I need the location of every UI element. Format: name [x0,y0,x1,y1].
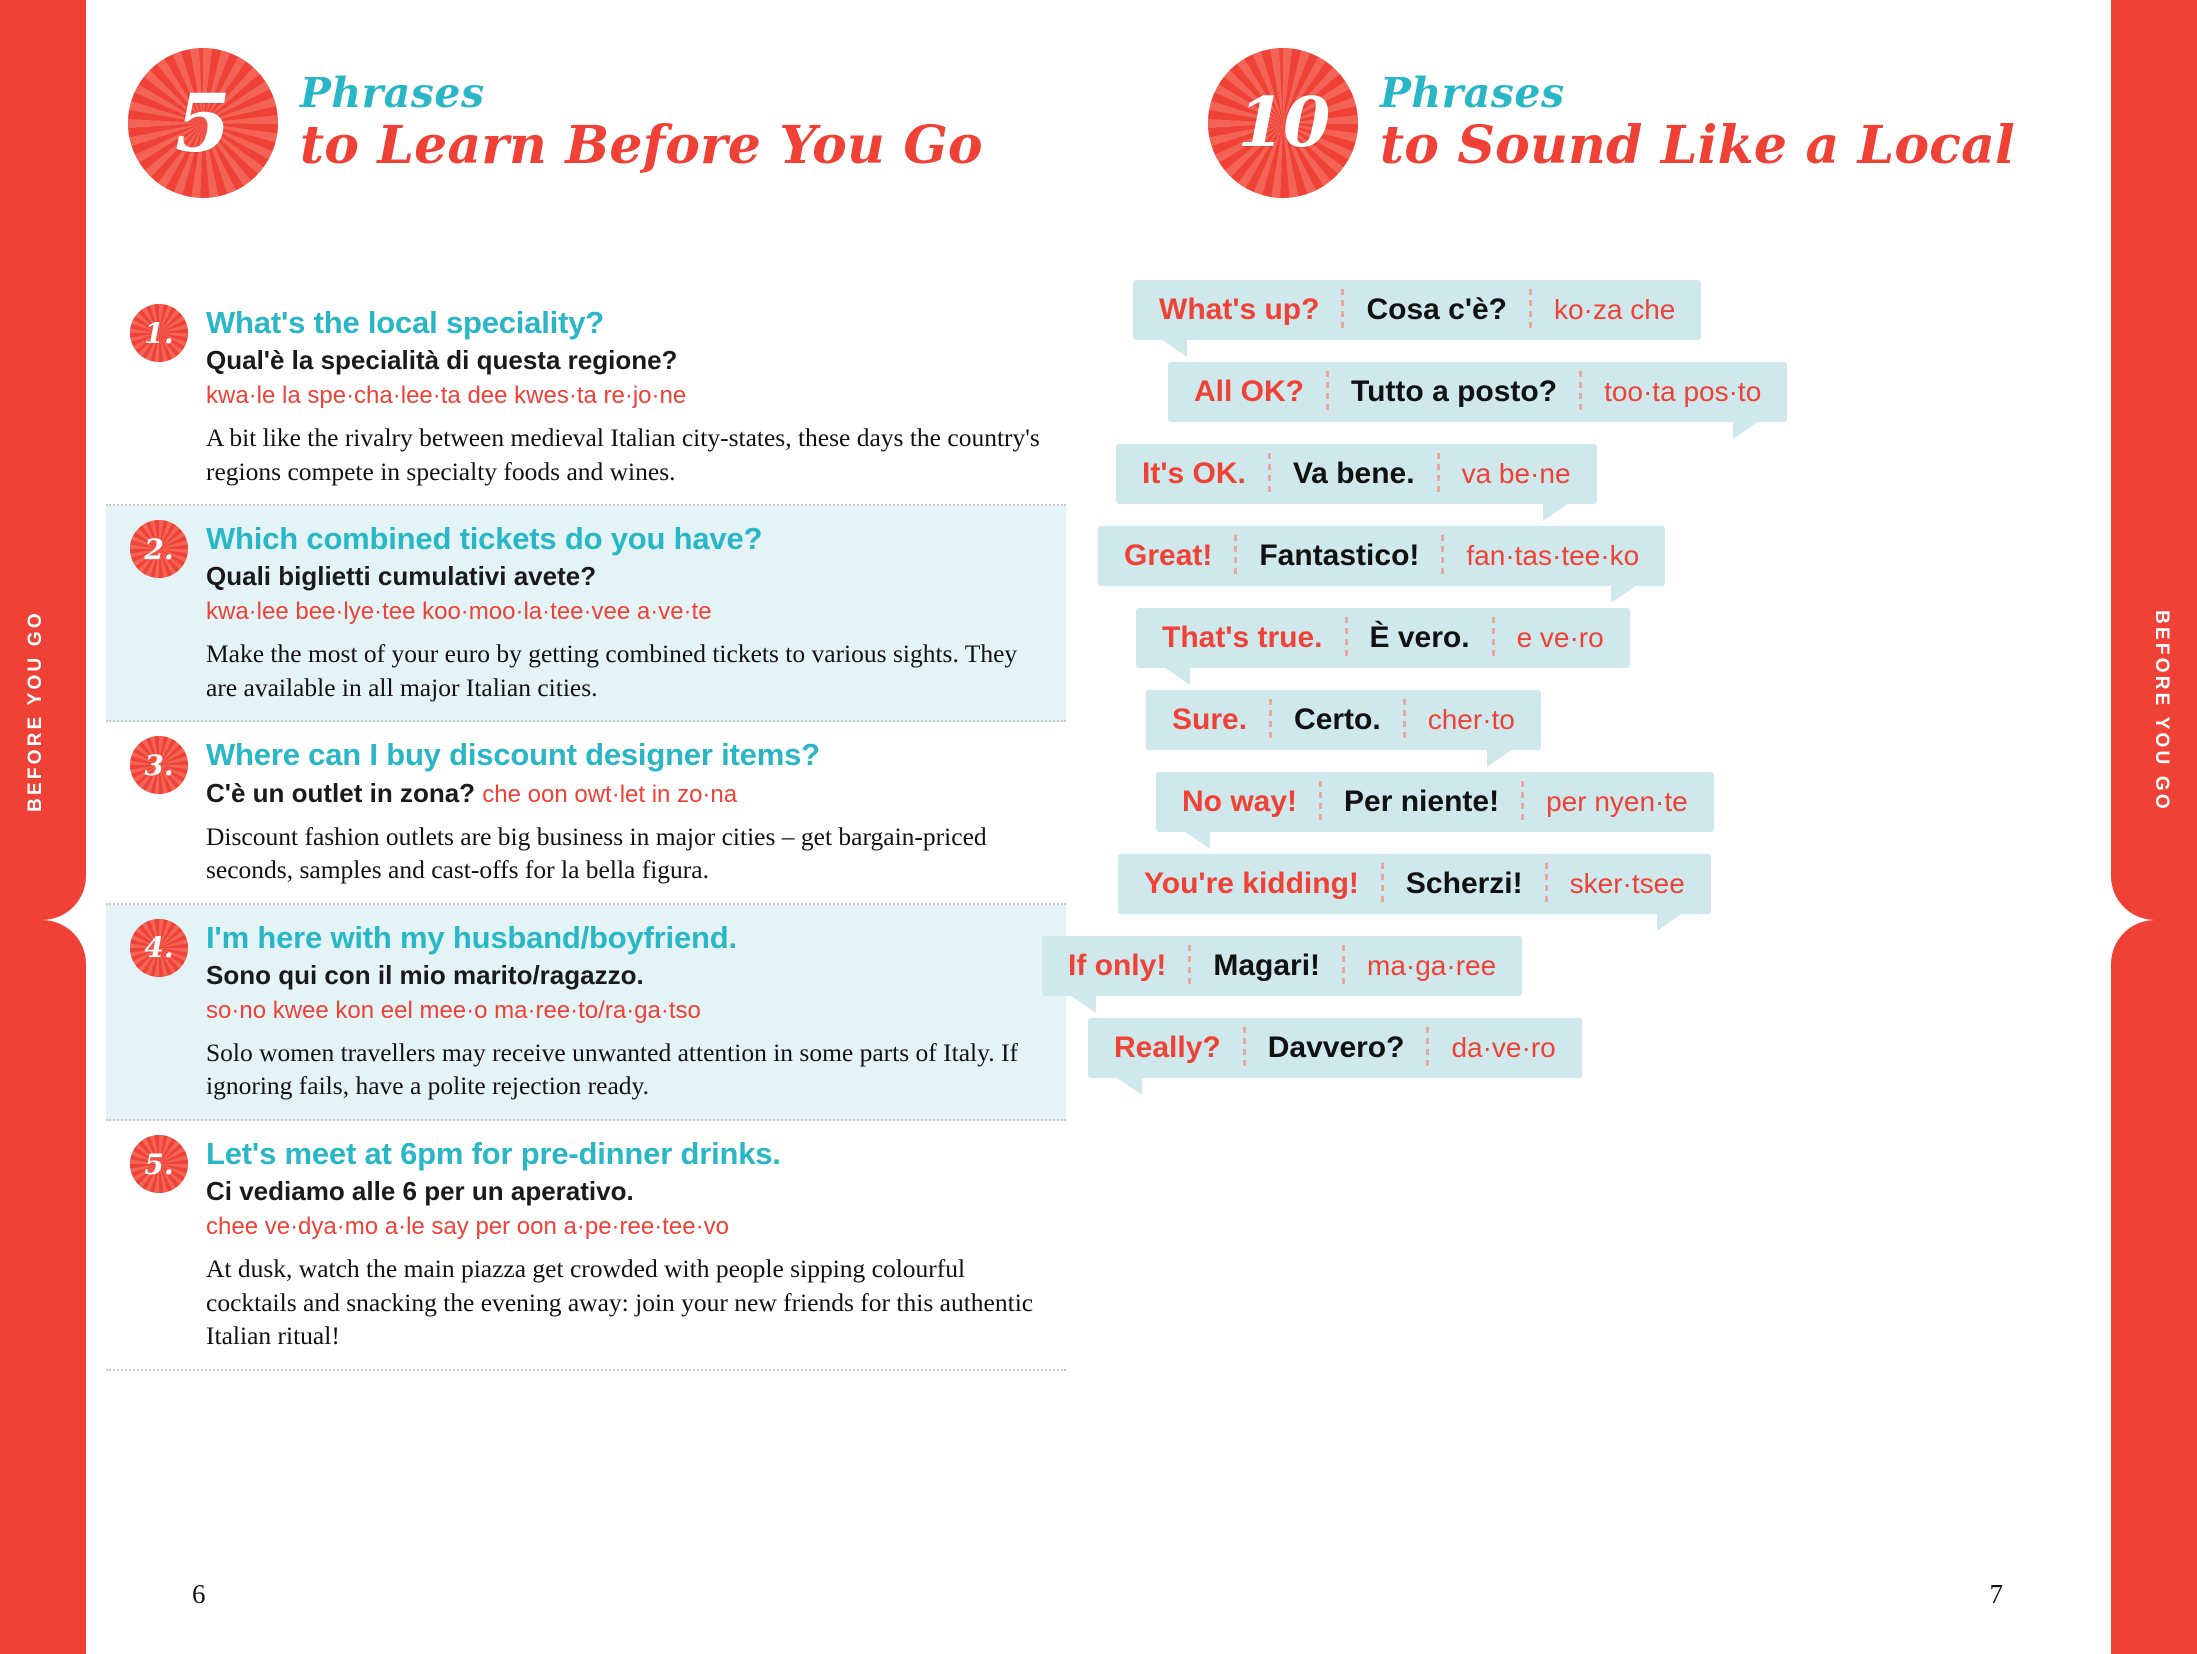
bubble-divider [1243,1027,1246,1069]
bubble-english: That's true. [1162,621,1323,654]
left-section-tab-label: BEFORE YOU GO [25,610,46,812]
phrase-note: Make the most of your euro by getting combined tickets to various sights. They are available in all major Italian cities. [206,639,1018,702]
bubble-divider [1492,617,1495,659]
page-number-left: 6 [192,1579,206,1609]
phrase-note: Solo women travellers may receive unwanted attention in some parts of Italy. If ignoring fails, have a polite rejection ready. [206,1037,1018,1101]
bubble-row [1098,280,2111,340]
bubble-divider [1269,699,1272,741]
phrase-bubble [1042,936,1522,996]
right-header-text [1380,68,2016,176]
phrase-pronunciation: so·no kwee kon eel mee·o ma·ree·to/ra·ga·tso [206,996,701,1024]
phrase-bubble [1168,362,1787,422]
right-section-tab-label: BEFORE YOU GO [2151,610,2172,812]
phrase-bubble [1146,690,1541,750]
phrase-italian: C'è un outlet in zona? [206,777,476,808]
bubble-divider [1403,699,1406,741]
phrase-italian-line [206,777,1044,810]
phrase-number-badge-icon [130,520,188,578]
phrase-english: Let's meet at 6pm for pre-dinner drinks. [206,1136,781,1172]
bubble-divider [1345,617,1348,659]
bubble-divider [1521,781,1524,823]
header-number: 10 [1237,83,1329,163]
phrase-number: 2. [144,532,174,566]
phrase-entry-4 [106,905,1066,1121]
phrase-english: Where can I buy discount designer items? [206,737,820,773]
bubble-tail-icon [1070,995,1096,1013]
right-edge-tab-bottom [2111,920,2197,1654]
header-number: 5 [175,76,231,170]
bubble-pronunciation: per nyen·te [1546,786,1688,817]
phrase-bubble [1118,854,1711,914]
phrase-pronunciation: chee ve·dya·mo a·le say per oon a·pe·ree·tee·vo [206,1212,729,1240]
bubble-row [1042,936,2111,996]
bubble-divider [1579,371,1582,413]
phrase-pronunciation: kwa·le la spe·cha·lee·ta dee kwes·ta re·jo·ne [206,381,687,409]
bubble-divider [1441,535,1444,577]
phrase-note: Discount fashion outlets are big business in major cities – get bargain-priced seconds, samples and cast-offs for la bella figura. [206,821,987,885]
bubble-row [1098,362,2111,422]
phrase-italian: Qual'è la specialità di questa regione? [206,345,678,376]
bubble-pronunciation: va be·ne [1461,458,1571,489]
bubble-tail-icon [1161,339,1187,357]
phrase-note: A bit like the rivalry between medieval Italian city-states, these days the country's regions compete in specialty foods and wines. [206,422,1040,486]
phrase-bubble [1116,444,1597,504]
bubble-row [1098,690,2111,750]
bubble-pronunciation: e ve·ro [1516,622,1604,653]
phrase-number: 5. [144,1147,174,1181]
bubble-row [1098,444,2111,504]
bubble-italian: Davvero? [1267,1031,1405,1064]
bubble-row [1098,608,2111,668]
phrase-entry-1 [106,290,1066,506]
bubble-divider [1268,453,1271,495]
left-header-text [300,68,983,176]
bubble-pronunciation: ko·za che [1553,294,1676,325]
bubble-divider [1342,945,1345,987]
phrase-entry-2 [106,506,1066,722]
bubble-divider [1188,945,1191,987]
page-number-right: 7 [1989,1579,2003,1609]
bubble-pronunciation: cher·to [1427,704,1515,735]
bubble-italian: Magari! [1213,949,1321,982]
header-kicker: Phrases [300,68,485,117]
bubble-divider [1234,535,1237,577]
bubble-english: All OK? [1194,375,1304,408]
bubble-divider [1326,371,1329,413]
left-page [86,0,1098,1654]
bubble-english: Really? [1114,1031,1221,1064]
bubble-tail-icon [1543,503,1569,521]
bubble-english: Great! [1124,539,1213,572]
phrase-entry-5 [106,1121,1066,1371]
bubble-italian: Per niente! [1344,785,1500,818]
phrase-bubble [1136,608,1630,668]
phrase-italian: Quali biglietti cumulativi avete? [206,561,597,592]
header-title: to Sound Like a Local [1380,114,2016,176]
header-kicker: Phrases [1380,68,1565,117]
phrase-bubble [1156,772,1714,832]
bubble-english: Sure. [1172,703,1248,736]
bubble-english: It's OK. [1142,457,1246,490]
bubble-row [1088,1018,2111,1078]
bubble-english: If only! [1068,949,1167,982]
bubble-italian: È vero. [1369,621,1470,654]
bubble-row [1098,526,2111,586]
bubble-tail-icon [1116,1077,1142,1095]
phrase-english: Which combined tickets do you have? [206,521,763,557]
phrase-english: I'm here with my husband/boyfriend. [206,919,737,955]
bubble-tail-icon [1733,421,1759,439]
bubble-tail-icon [1611,585,1637,603]
phrase-number-badge-icon [130,736,188,794]
header-title: to Learn Before You Go [300,114,983,176]
bubble-italian: Va bene. [1292,457,1415,490]
bubble-tail-icon [1164,667,1190,685]
phrase-number: 1. [144,316,174,350]
bubble-english: You're kidding! [1144,867,1359,900]
phrase-list [106,290,1066,1371]
phrase-number-badge-icon [130,1135,188,1193]
starburst-badge-icon [1208,48,1358,198]
bubble-divider [1319,781,1322,823]
bubble-divider [1381,863,1384,905]
phrase-entry-3 [106,722,1066,905]
bubble-italian: Cosa c'è? [1366,293,1507,326]
bubble-tail-icon [1184,831,1210,849]
bubble-divider [1545,863,1548,905]
bubble-divider [1529,289,1532,331]
bubble-tail-icon [1487,749,1513,767]
bubble-pronunciation: ma·ga·ree [1367,950,1497,981]
left-page-header [128,48,983,198]
phrase-bubble [1088,1018,1582,1078]
bubble-divider [1437,453,1440,495]
phrase-pronunciation: che oon owt·let in zo·na [482,780,738,808]
bubble-divider [1426,1027,1429,1069]
bubble-italian: Tutto a posto? [1351,375,1558,408]
bubble-italian: Scherzi! [1405,867,1523,900]
phrase-number: 4. [144,931,174,965]
bubble-pronunciation: too·ta pos·to [1604,376,1762,407]
bubble-english: No way! [1182,785,1298,818]
phrase-pronunciation: kwa·lee bee·lye·tee koo·moo·la·tee·vee a·ve·te [206,597,712,625]
left-edge-tab-bottom [0,920,86,1654]
bubble-italian: Certo. [1294,703,1381,736]
bubble-row [1098,854,2111,914]
phrase-bubble [1133,280,1701,340]
bubble-pronunciation: da·ve·ro [1451,1032,1556,1063]
bubble-row [1098,772,2111,832]
bubble-italian: Fantastico! [1259,539,1420,572]
phrase-note: At dusk, watch the main piazza get crowded with people sipping colourful cocktails and snacking the evening away: join your new friends for this authentic Italian ritual! [206,1253,1034,1351]
phrase-number-badge-icon [130,304,188,362]
bubble-pronunciation: fan·tas·tee·ko [1466,540,1640,571]
phrase-number-badge-icon [130,919,188,977]
bubble-divider [1341,289,1344,331]
phrase-italian: Ci vediamo alle 6 per un aperativo. [206,1176,634,1207]
right-page-header [1208,48,2015,198]
phrase-bubble [1098,526,1665,586]
phrase-number: 3. [144,748,174,782]
phrase-italian: Sono qui con il mio marito/ragazzo. [206,960,644,991]
bubble-tail-icon [1657,913,1683,931]
local-phrases-bubbles [1068,280,2111,1100]
bubble-english: What's up? [1159,293,1320,326]
phrase-english: What's the local speciality? [206,305,604,340]
starburst-badge-icon [128,48,278,198]
right-page [1068,0,2111,1654]
bubble-pronunciation: sker·tsee [1569,868,1685,899]
